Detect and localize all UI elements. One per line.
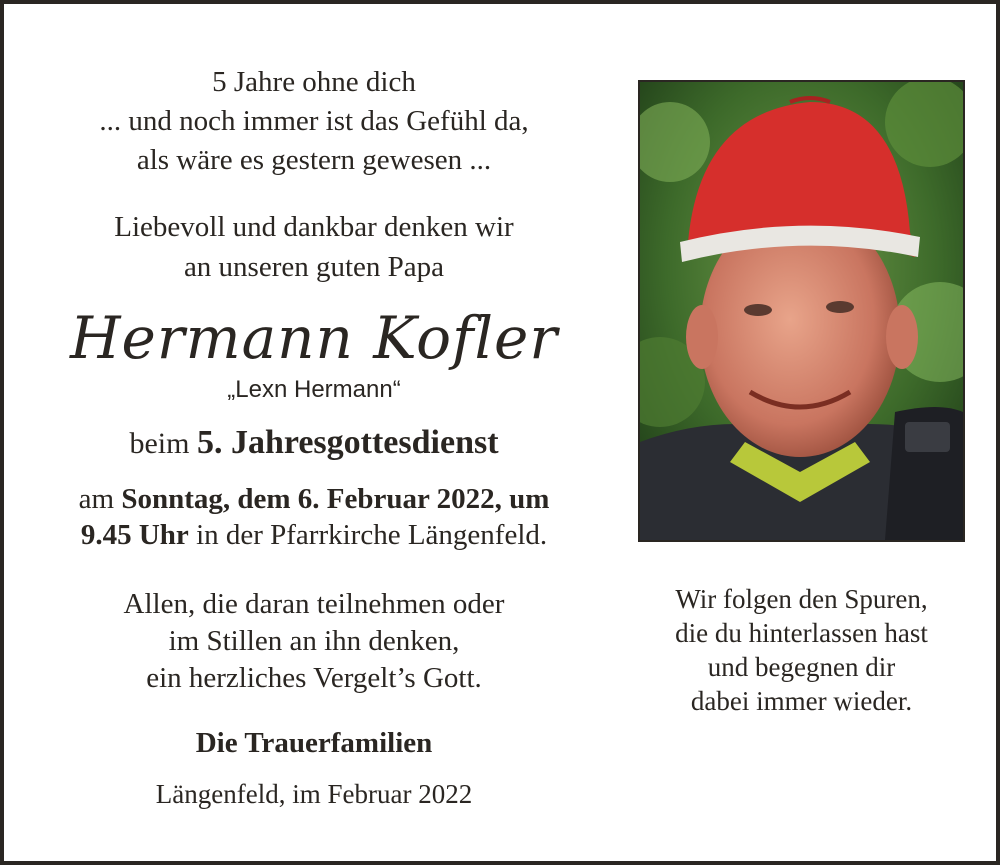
thanks-line-1: Allen, die daran teilnehmen oder [123,588,505,620]
thanks-line-2: im Stillen an ihn denken, [168,625,460,657]
service-time: 9.45 Uhr [80,519,189,551]
intro-line-3: als wäre es gestern gewesen ... [136,144,492,176]
service-title: 5. Jahresgottesdienst [196,424,499,461]
remember-line-1: Liebevoll und dankbar denken wir [114,211,514,243]
nickname: „Lexn Hermann“ [227,376,401,403]
portrait-photo [638,80,965,542]
date-line-2 [4,519,624,552]
quote-line-3: und begegnen dir [707,652,896,682]
intro-line-2: ... und noch immer ist das Gefühl da, [99,105,529,137]
service-place: in der Pfarrkirche Längenfeld. [188,519,548,551]
remember-line-2: an unseren guten Papa [183,251,445,283]
quote-line-2: die du hinterlassen hast [675,618,928,648]
thanks-line-3: ein herzliches Vergelt’s Gott. [146,662,482,694]
quote-line-1: Wir folgen den Spuren, [675,584,928,614]
date-prefix: am [78,483,122,515]
signature: Die Trauerfamilien [195,727,433,759]
portrait-image [640,82,963,540]
deceased-name: Hermann Kofler [69,304,559,372]
quote-line-4: dabei immer wieder. [690,686,913,716]
intro-line-1: 5 Jahre ohne dich [212,66,416,98]
service-date: Sonntag, dem 6. Februar 2022, um [121,483,550,515]
place-date: Längenfeld, im Februar 2022 [155,779,473,809]
date-line-1 [4,483,624,516]
service-line [4,424,624,462]
service-prefix: beim [129,427,197,460]
